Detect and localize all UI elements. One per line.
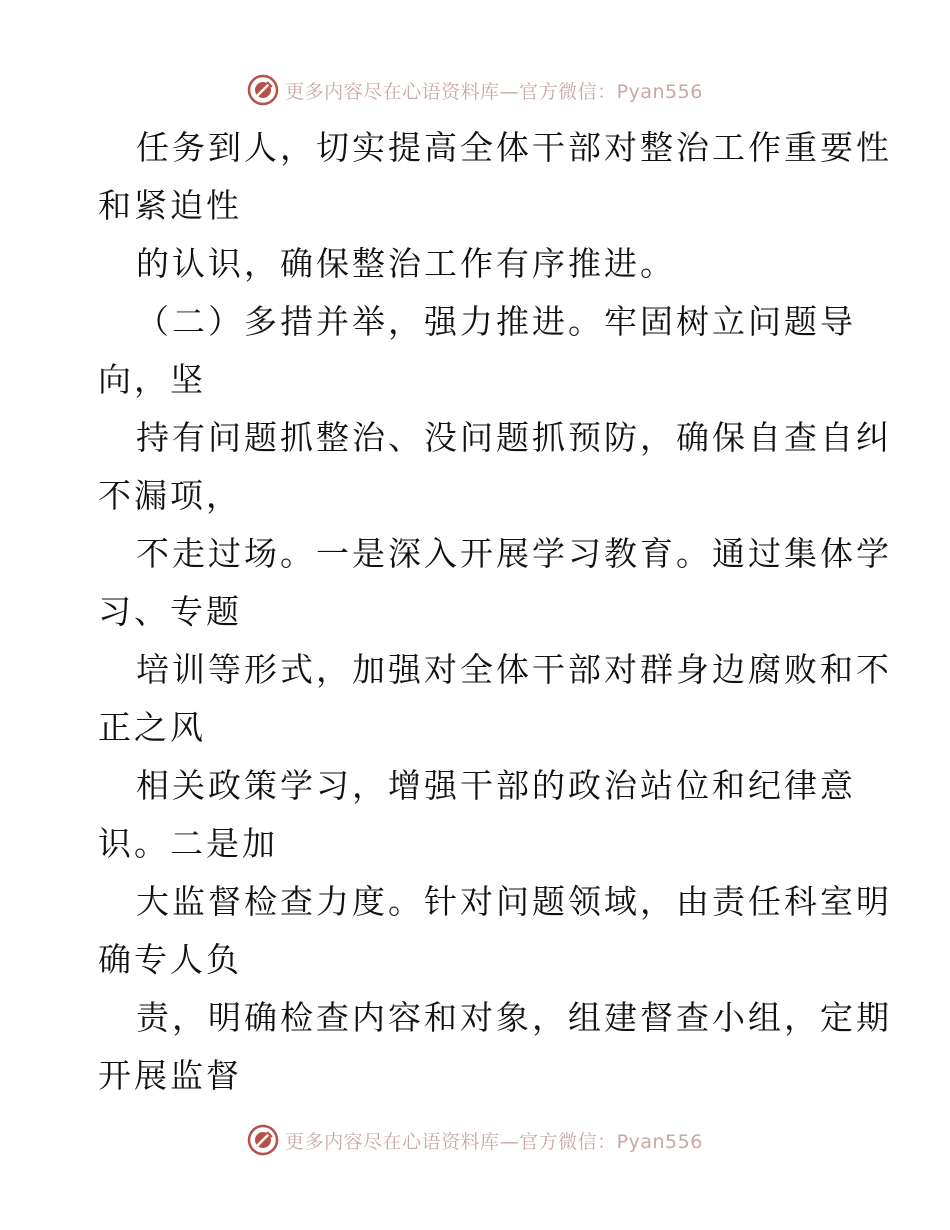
- body-line: 和紧迫性: [98, 186, 242, 225]
- header-watermark-banner: [0, 70, 950, 110]
- footer-banner-text: 更多内容尽在心语资料库—官方微信：Pyan556: [285, 1130, 703, 1153]
- footer-watermark-banner: [0, 1120, 950, 1160]
- body-line: 责，明确检查内容和对象，组建督查小组，定期: [136, 998, 892, 1037]
- body-line: 识。二是加: [98, 824, 278, 863]
- body-line: 正之风: [98, 708, 206, 747]
- brand-seal-logo-icon: [247, 1124, 279, 1156]
- body-line: 确专人负: [98, 940, 242, 979]
- body-line: 相关政策学习，增强干部的政治站位和纪律意: [136, 766, 856, 805]
- body-line: 任务到人，切实提高全体干部对整治工作重要性: [136, 128, 892, 167]
- body-line: 向，坚: [98, 360, 206, 399]
- brand-seal-logo-icon: [247, 74, 279, 106]
- body-line: 的认识，确保整治工作有序推进。: [136, 244, 676, 283]
- body-line: 习、专题: [98, 592, 242, 631]
- body-line: （二）多措并举，强力推进。牢固树立问题导: [136, 302, 856, 341]
- body-line: 开展监督: [98, 1056, 242, 1095]
- body-line: 不走过场。一是深入开展学习教育。通过集体学: [136, 534, 892, 573]
- body-line: 大监督检查力度。针对问题领域，由责任科室明: [136, 882, 892, 921]
- body-line: 持有问题抓整治、没问题抓预防，确保自查自纠: [136, 418, 892, 457]
- body-line: 培训等形式，加强对全体干部对群身边腐败和不: [136, 650, 892, 689]
- body-line: 不漏项，: [98, 476, 242, 515]
- header-banner-text: 更多内容尽在心语资料库—官方微信：Pyan556: [285, 80, 703, 103]
